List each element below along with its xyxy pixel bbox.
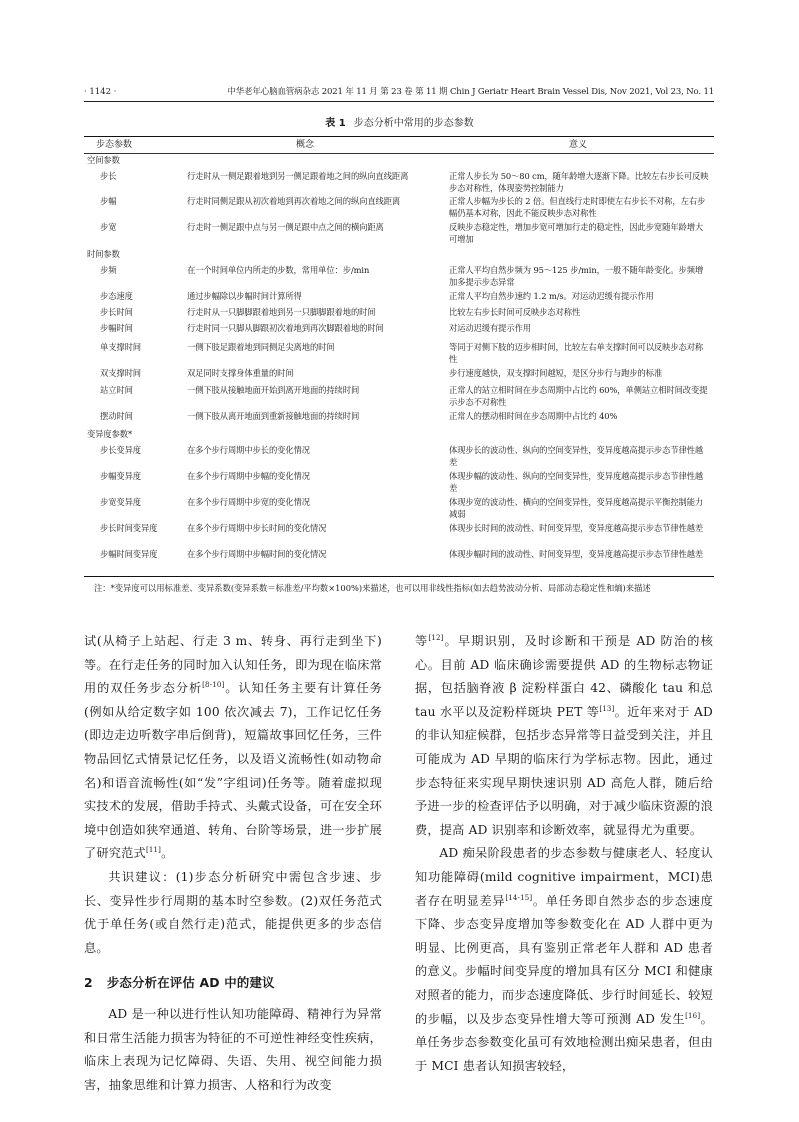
table-header-rule	[84, 153, 714, 154]
citation: [16]	[685, 1011, 701, 1020]
table-row-meaning: 正常人平均自然步速约 1.2 m/s。对运动迟缓有提示作用	[449, 291, 654, 301]
paragraph-text: 。近年来对于 AD 的非认知症候群，包括步态异常等日益受到关注，并且可能成为 AD 早期的临床行为学标志物。因此，通过步态特征来实现早期快速识别 AD 高危人群，随后给予进一步的检查评估予以明确，对于减少临床资源的浪费，提高 AD 识别率和诊断效率，就显得尤为重要。	[415, 704, 713, 837]
paragraph-text: 。单任务步态参数变化虽可有效地检测出痴呆患者，但由于 MCI 患者认知损害较轻，	[415, 1011, 713, 1073]
col-header-meaning: 意义	[569, 140, 588, 150]
table-row-meaning: 正常人步幅为步长的 2 倍。但直线行走时即使左右步长不对称，左右步幅仍基本对称，因此不能反映步态对称性	[449, 196, 706, 218]
table-row-meaning: 正常人平均自然步频为 95～125 步/min，一般不随年龄变化。步频增加多提示步态异常	[449, 265, 704, 287]
table-row-meaning: 体现步长的波动性、纵向的空间变异性，变异度越高提示步态节律性越差	[449, 445, 704, 467]
section-spatial: 空间参数	[87, 155, 120, 165]
table-row-param: 站立时间	[100, 385, 133, 395]
table-row-concept: 在多个步行周期中步长时间的变化情况	[187, 523, 327, 533]
col-header-param: 步态参数	[96, 140, 133, 150]
table-row-concept: 通过步幅除以步幅时间计算所得	[187, 291, 302, 301]
table-row-concept: 一侧下肢从接触地面开始到离开地面的持续时间	[187, 385, 360, 395]
body-paragraph: AD 是一种以进行性认知功能障碍、精神行为异常和日常生活能力损害为特征的不可逆性神经变性疾病，临床上表现为记忆障碍、失语、失用、视空间能力损害，抽象思维和计算力损害、人格和行为改变	[84, 1006, 382, 1092]
table-caption	[0, 117, 799, 131]
table-top-rule	[84, 136, 714, 137]
table-row-concept: 在多个步行周期中步长的变化情况	[187, 445, 310, 455]
table-row-concept: 一侧下肢从离开地面到重新接触地面的持续时间	[187, 411, 360, 421]
consensus-paragraph: 共识建议：(1)步态分析研究中需包含步速、步长、变异性步行周期的基本时空参数。(2)双任务范式优于单任务(或自然行走)范式，能提供更多的步态信息。	[84, 869, 382, 955]
table-title: 步态分析中常用的步态参数	[353, 118, 474, 129]
citation: [13]	[599, 704, 615, 713]
paragraph-text: 。认知任务主要有计算任务(例如从给定数字如 100 依次减去 7)，工作记忆任务(即边走边听数字串后倒背)，短篇故事回忆任务，三件物品回忆式情景记忆任务，以及语义流畅性(如动物命名)和语音流畅性(如“发”字组词)任务等。随着虚拟现实技术的发展，借助手持式、头戴式设备，可在安全环境中创造如狭窄通道、转角、台阶等场景，进一步扩展了研究范式	[84, 681, 382, 861]
table-row-meaning: 正常人的摆动相时间在步态周期中占比约 40%	[449, 411, 618, 421]
section-title: 步态分析在评估 AD 中的建议	[106, 975, 275, 991]
journal-citation: 中华老年心脑血管病杂志 2021 年 11 月 第 23 卷 第 11 期 Chin J Geriatr Heart Brain Vessel Dis, Nov 2021, Vol 23, No. 11	[227, 87, 714, 97]
body-paragraph	[415, 842, 713, 1078]
table-row-param: 单支撑时间	[100, 342, 141, 352]
table-row-meaning: 正常人步长为 50～80 cm，随年龄增大逐渐下降。比较左右步长可反映步态对称性，体现姿势控制能力	[449, 171, 709, 193]
col-header-concept: 概念	[296, 140, 315, 150]
table-row-param: 步幅时间	[100, 323, 133, 333]
paragraph-text: 等	[415, 634, 429, 648]
table-row-concept: 在一个时间单位内所走的步数，常用单位：步/min	[187, 265, 370, 275]
table-row-meaning: 对运动迟缓有提示作用	[449, 323, 531, 333]
table-row-meaning: 反映步态稳定性，增加步宽可增加行走的稳定性，因此步宽随年龄增大可增加	[449, 222, 704, 244]
table-row-concept: 一侧下肢足跟着地到同侧足尖离地的时间	[187, 342, 335, 352]
paragraph-text: 。	[161, 846, 174, 861]
table-row-meaning: 步行速度越快，双支撑时间越短，是区分步行与跑步的标准	[449, 368, 663, 378]
table-row-concept: 在多个步行周期中步宽的变化情况	[187, 497, 310, 507]
section-heading	[84, 971, 382, 995]
section-number: 2	[84, 975, 93, 991]
table-row-param: 步长	[100, 171, 117, 181]
table-row-param: 步长变异度	[100, 445, 141, 455]
citation: [14-15]	[505, 893, 533, 902]
table-row-meaning: 正常人的站立相时间在步态周期中占比约 60%，单侧站立相时间改变提示步态不对称性	[449, 385, 708, 407]
table-row-meaning: 体现步宽的波动性、横向的空间变异性，变异度越高提示平衡控制能力减弱	[449, 497, 704, 519]
paragraph-text: 。单任务即自然步态的步态速度下降、步态变异度增加等参数变化在 AD 人群中更为明显、比例更高，具有鉴别正常老年人群和 AD 患者的意义。步幅时间变异度的增加具有区分 MCI 和健康对照者的能力，而步态速度降低、步行时间延长、较短的步幅，以及步态变异性增大等可预测 AD 发生	[415, 893, 713, 1026]
table-bottom-rule	[84, 576, 714, 577]
table-row-meaning: 体现步幅时间的波动性、时间变异型，变异度越高提示步态节律性越差	[449, 549, 704, 559]
table-row-meaning: 体现步长时间的波动性、时间变异型，变异度越高提示步态节律性越差	[449, 523, 704, 533]
paragraph-text: 试(从椅子上站起、行走 3 m、转身、再行走到坐下)等。在行走任务的同时加入认知任务，即为现在临床常用的双任务步态分析	[84, 634, 382, 696]
table-row-param: 步长时间	[100, 307, 133, 317]
table-row-param: 步幅	[100, 196, 117, 206]
table-row-meaning: 比较左右步长时间可反映步态对称性	[449, 307, 581, 317]
table-row-param: 步幅时间变异度	[100, 549, 158, 559]
table-row-param: 步态速度	[100, 291, 133, 301]
citation: [11]	[145, 846, 162, 855]
header-rule	[84, 101, 714, 102]
table-row-concept: 在多个步行周期中步幅时间的变化情况	[187, 549, 327, 559]
table-row-param: 双支撑时间	[100, 368, 141, 378]
table-row-concept: 行走时同一只脚从脚跟初次着地到再次脚跟着地的时间	[187, 323, 384, 333]
body-paragraph	[415, 630, 713, 842]
citation: [12]	[428, 633, 444, 642]
table-row-param: 步宽	[100, 222, 117, 232]
table-row-param: 步长时间变异度	[100, 523, 158, 533]
page-number: · 1142 ·	[84, 87, 117, 97]
table-row-meaning: 体现步幅的波动性、纵向的空间变异性，变异度越高提示步态节律性越差	[449, 471, 704, 493]
table-row-concept: 行走时同侧足跟从初次着地到再次着地之间的纵向直线距离	[187, 196, 401, 206]
citation: [8-10]	[202, 681, 225, 690]
paragraph-text: 。早期识别，及时诊断和干预是 AD 防治的核心。目前 AD 临床确诊需要提供 AD 的生物标志物证据，包括脑脊液 β 淀粉样蛋白 42、磷酸化 tau 和总 tau 水平以及淀粉样斑块 PET 等	[415, 634, 713, 719]
table-label: 表 1	[325, 118, 346, 129]
body-paragraph	[84, 630, 382, 866]
left-column	[84, 630, 382, 1097]
table-row-concept: 双足同时支撑身体重量的时间	[187, 368, 294, 378]
table-row-concept: 行走时从一侧足跟着地到另一侧足跟着地之间的纵向直线距离	[187, 171, 409, 181]
table-note: 注：*变异度可以用标准差、变异系数(变异系数＝标准差/平均数×100%)来描述，也可以用非线性指标(如去趋势波动分析、局部动态稳定性和熵)来描述	[94, 583, 651, 593]
section-variability: 变异度参数*	[87, 429, 133, 439]
running-header	[84, 84, 714, 100]
section-temporal: 时间参数	[87, 249, 120, 259]
table-row-param: 步宽变异度	[100, 497, 141, 507]
table-row-param: 步频	[100, 265, 117, 275]
right-column	[415, 630, 713, 1078]
table-row-concept: 行走时一侧足跟中点与另一侧足跟中点之间的横向距离	[187, 222, 384, 232]
table-row-meaning: 等同于对侧下肢的迈步相时间，比较左右单支撑时间可以反映步态对称性	[449, 342, 704, 364]
table-row-param: 摆动时间	[100, 411, 133, 421]
gait-parameters-table	[84, 136, 714, 576]
table-row-param: 步幅变异度	[100, 471, 141, 481]
table-row-concept: 在多个步行周期中步幅的变化情况	[187, 471, 310, 481]
paragraph-text: AD 痴呆阶段患者的步态参数与健康老人、轻度认知功能障碍(mild cognitive impairment，MCI)患者存在明显差异	[415, 846, 713, 908]
table-row-concept: 行走时从一只脚脚跟着地到另一只脚脚跟着地的时间	[187, 307, 376, 317]
